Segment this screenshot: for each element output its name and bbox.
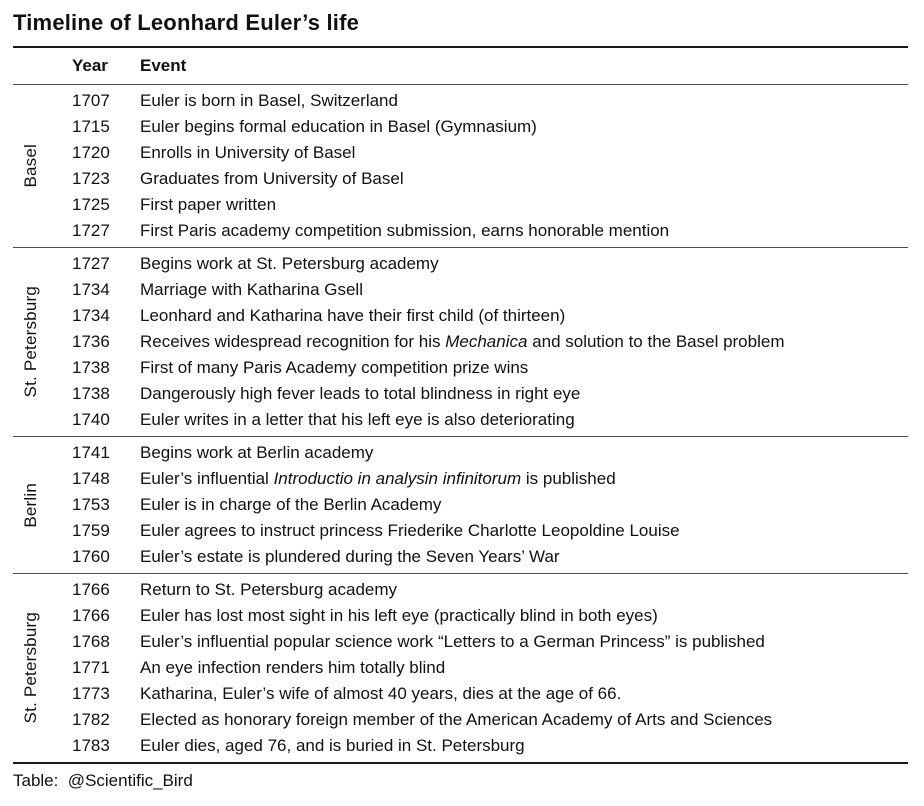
event-text: First paper written: [140, 195, 277, 214]
table-row: [72, 277, 908, 303]
event-text: Mechanica: [445, 332, 528, 351]
event-cell: [140, 681, 621, 707]
event-cell: [140, 355, 528, 381]
year-cell: 1734: [72, 306, 110, 325]
table-row: [72, 114, 908, 140]
event-cell: [140, 381, 580, 407]
section-rows: [72, 88, 908, 244]
event-text: Return to St. Petersburg academy: [140, 580, 398, 599]
year-cell: 1766: [72, 580, 110, 599]
table-row: [72, 166, 908, 192]
section-rows: [72, 577, 908, 759]
table-row: [72, 733, 908, 759]
year-cell: 1773: [72, 684, 110, 703]
table-row: [72, 192, 908, 218]
table-row: [72, 440, 908, 466]
event-cell: [140, 518, 680, 544]
year-cell: 1725: [72, 195, 110, 214]
event-text: Euler’s estate is plundered during the Seven Years’ War: [140, 547, 560, 566]
timeline-section: [13, 247, 908, 436]
table-row: [72, 329, 908, 355]
section-label-cell: [13, 440, 47, 570]
event-cell: [140, 88, 398, 114]
event-cell: [140, 577, 397, 603]
column-header-year: Year: [72, 56, 108, 75]
event-text: Begins work at St. Petersburg academy: [140, 254, 439, 273]
table-caption: Table: @Scientific_Bird: [13, 771, 193, 790]
event-text: Leonhard and Katharina have their first child (of thirteen): [140, 306, 566, 325]
event-text: Euler dies, aged 76, and is buried in St. Petersburg: [140, 736, 525, 755]
table-row: [72, 251, 908, 277]
event-text: Elected as honorary foreign member of the American Academy of Arts and Sciences: [140, 710, 773, 729]
event-text: is published: [521, 469, 616, 488]
table-row: [72, 544, 908, 570]
table-row: [72, 518, 908, 544]
event-text: Introductio in analysin infinitorum: [273, 469, 522, 488]
event-cell: [140, 440, 373, 466]
event-text: Euler has lost most sight in his left eye (practically blind in both eyes): [140, 606, 658, 625]
section-label-cell: [13, 251, 47, 433]
event-cell: [140, 733, 525, 759]
year-cell: 1782: [72, 710, 110, 729]
section-label: Basel: [20, 144, 40, 188]
event-text: Euler’s influential: [140, 469, 274, 488]
year-cell: 1741: [72, 443, 110, 462]
event-cell: [140, 218, 669, 244]
event-cell: [140, 277, 363, 303]
event-cell: [140, 303, 565, 329]
section-rows: [72, 251, 908, 433]
column-header-event: Event: [140, 56, 187, 75]
year-cell: 1720: [72, 143, 110, 162]
event-cell: [140, 629, 765, 655]
event-cell: [140, 166, 404, 192]
event-cell: [140, 655, 445, 681]
section-label-cell: [13, 88, 47, 244]
table-row: [72, 381, 908, 407]
year-cell: 1738: [72, 358, 110, 377]
timeline-table: [13, 46, 908, 764]
year-cell: 1759: [72, 521, 110, 540]
table-row: [72, 355, 908, 381]
table-row: [72, 707, 908, 733]
event-text: Euler agrees to instruct princess Friederike Charlotte Leopoldine Louise: [140, 521, 680, 540]
event-text: Euler begins formal education in Basel (Gymnasium): [140, 117, 537, 136]
year-cell: 1727: [72, 221, 110, 240]
event-cell: [140, 544, 560, 570]
event-text: Katharina, Euler’s wife of almost 40 years, dies at the age of 66.: [140, 684, 622, 703]
event-cell: [140, 329, 785, 355]
year-cell: 1734: [72, 280, 110, 299]
table-row: [72, 88, 908, 114]
section-label: St. Petersburg: [20, 612, 40, 724]
event-cell: [140, 114, 537, 140]
year-cell: 1753: [72, 495, 110, 514]
table-row: [72, 629, 908, 655]
year-cell: 1738: [72, 384, 110, 403]
event-text: First of many Paris Academy competition prize wins: [140, 358, 529, 377]
table-row: [72, 603, 908, 629]
table-row: [72, 577, 908, 603]
table-row: [72, 681, 908, 707]
event-cell: [140, 251, 439, 277]
event-cell: [140, 192, 276, 218]
year-cell: 1768: [72, 632, 110, 651]
event-text: Enrolls in University of Basel: [140, 143, 356, 162]
event-text: Euler is born in Basel, Switzerland: [140, 91, 398, 110]
table-header-row: [13, 48, 908, 85]
timeline-body: [13, 85, 908, 762]
event-cell: [140, 707, 772, 733]
event-text: First Paris academy competition submission, earns honorable mention: [140, 221, 670, 240]
table-row: [72, 492, 908, 518]
event-text: Dangerously high fever leads to total blindness in right eye: [140, 384, 581, 403]
event-cell: [140, 603, 658, 629]
year-cell: 1736: [72, 332, 110, 351]
year-cell: 1766: [72, 606, 110, 625]
section-label-cell: [13, 577, 47, 759]
year-cell: 1707: [72, 91, 110, 110]
event-text: Begins work at Berlin academy: [140, 443, 374, 462]
event-cell: [140, 492, 441, 518]
event-text: Euler writes in a letter that his left eye is also deteriorating: [140, 410, 575, 429]
year-cell: 1727: [72, 254, 110, 273]
section-label: Berlin: [20, 482, 40, 528]
table-row: [72, 218, 908, 244]
timeline-section: [13, 436, 908, 573]
table-row: [72, 140, 908, 166]
year-cell: 1740: [72, 410, 110, 429]
event-text: Graduates from University of Basel: [140, 169, 404, 188]
year-cell: 1748: [72, 469, 110, 488]
event-cell: [140, 140, 355, 166]
event-text: An eye infection renders him totally blind: [140, 658, 446, 677]
year-cell: 1760: [72, 547, 110, 566]
year-cell: 1783: [72, 736, 110, 755]
event-text: Receives widespread recognition for his: [140, 332, 446, 351]
timeline-section: [13, 85, 908, 247]
event-cell: [140, 407, 575, 433]
table-row: [72, 407, 908, 433]
table-row: [72, 303, 908, 329]
table-title: Timeline of Leonhard Euler’s life: [13, 10, 360, 35]
year-cell: 1715: [72, 117, 110, 136]
event-text: Euler’s influential popular science work “Letters to a German Princess” is published: [140, 632, 765, 651]
event-cell: [140, 466, 616, 492]
timeline-section: [13, 573, 908, 762]
event-text: Euler is in charge of the Berlin Academy: [140, 495, 442, 514]
section-rows: [72, 440, 908, 570]
year-cell: 1723: [72, 169, 110, 188]
year-cell: 1771: [72, 658, 110, 677]
table-row: [72, 655, 908, 681]
section-label: St. Petersburg: [20, 286, 40, 398]
table-row: [72, 466, 908, 492]
event-text: and solution to the Basel problem: [527, 332, 785, 351]
event-text: Marriage with Katharina Gsell: [140, 280, 363, 299]
